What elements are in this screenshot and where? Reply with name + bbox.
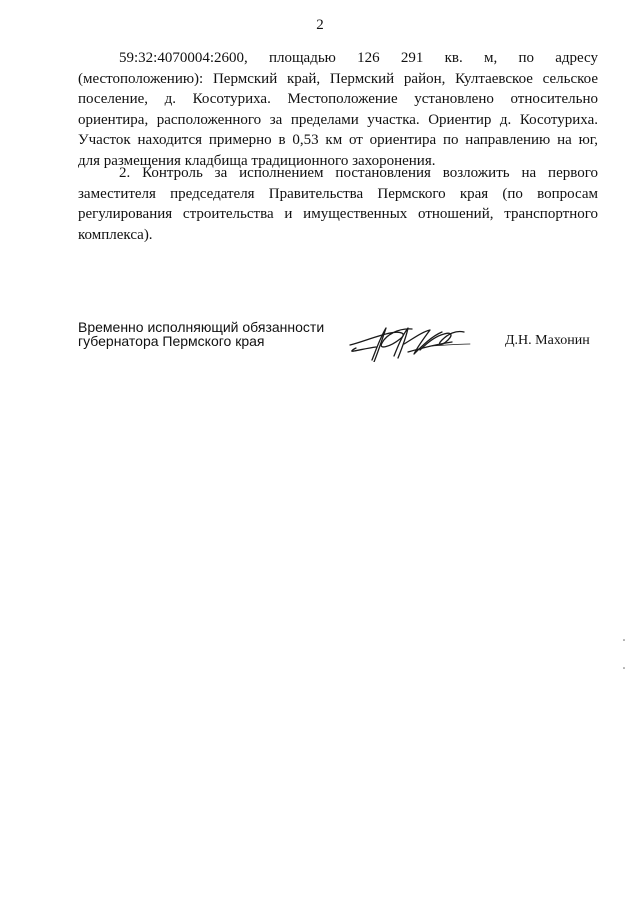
paragraph-line: комплекса). bbox=[78, 226, 153, 243]
paragraph-line: для размещения кладбища традиционного захоронения. bbox=[78, 152, 436, 169]
paragraph-line: поселение, д. Косотуриха. Местоположение установлено относительно bbox=[78, 91, 598, 107]
page-number: 2 bbox=[316, 17, 324, 33]
scan-dot bbox=[622, 638, 626, 642]
paragraph-line: 59:32:4070004:2600, площадью 126 291 кв. м, по адресу bbox=[119, 50, 598, 66]
paragraph-2 bbox=[78, 163, 598, 245]
paragraph-line: заместителя председателя Правительства Пермского края (по вопросам bbox=[78, 185, 598, 202]
paragraph-line: 2. Контроль за исполнением постановления возложить на первого bbox=[119, 165, 598, 181]
scan-dot bbox=[622, 666, 626, 670]
signatory-title-line-1: Временно исполняющий обязанности bbox=[78, 319, 325, 335]
signatory-title-line-2: губернатора Пермского края bbox=[78, 333, 265, 349]
paragraph-line: регулирования строительства и имущественных отношений, транспортного bbox=[78, 206, 598, 222]
signatory-title bbox=[78, 320, 324, 348]
paragraph-line: Участок находится примерно в 0,53 км от ориентира по направлению на юг, bbox=[78, 132, 598, 148]
paragraph-line: ориентира, расположенного за пределами участка. Ориентир д. Косотуриха. bbox=[78, 111, 598, 128]
paragraph-line: (местоположению): Пермский край, Пермский район, Култаевское сельское bbox=[78, 70, 598, 87]
handwritten-signature bbox=[342, 320, 472, 362]
signatory-name: Д.Н. Махонин bbox=[505, 333, 590, 348]
paragraph-1 bbox=[78, 48, 598, 171]
